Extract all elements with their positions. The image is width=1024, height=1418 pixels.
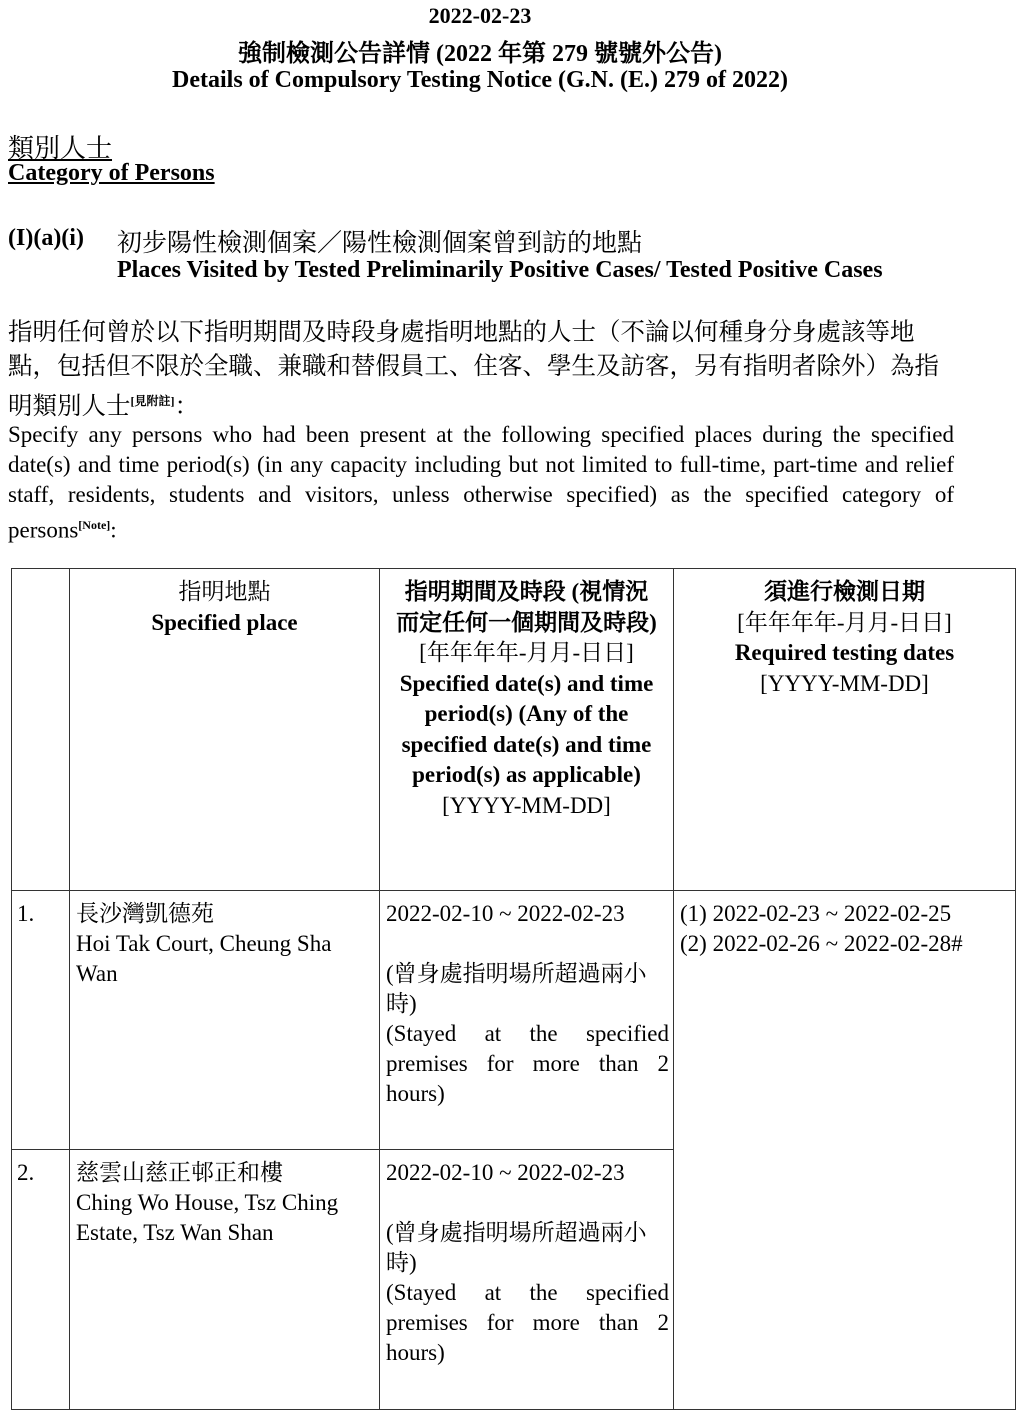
note-marker-chinese: [見附註] xyxy=(130,394,175,408)
required-date-1: (1) 2022-02-23 ~ 2022-02-25 xyxy=(680,901,952,926)
header-period-chinese: 指明期間及時段 (視情況而定任何一個期間及時段) xyxy=(396,579,657,635)
header-place-cell xyxy=(70,569,380,891)
header-period-format-chinese: [年年年年-月月-日日] xyxy=(419,640,634,665)
place-chinese: 慈雲山慈正邨正和樓 xyxy=(76,1160,283,1185)
period-note-chinese: (曾身處指明場所超過兩小時) xyxy=(386,961,647,1016)
header-period-cell xyxy=(380,569,674,891)
header-period-format-english: [YYYY-MM-DD] xyxy=(442,792,611,818)
places-table xyxy=(11,568,1016,1410)
period-note-english: (Stayed at the specified premises for more than 2 hours) xyxy=(386,1021,669,1106)
section-title-english: Places Visited by Tested Preliminarily Positive Cases/ Tested Positive Cases xyxy=(117,257,883,283)
period-note-chinese: (曾身處指明場所超過兩小時) xyxy=(386,1220,647,1275)
header-number-cell xyxy=(12,569,70,891)
section-title-chinese: 初步陽性檢測個案／陽性檢測個案曾到訪的地點 xyxy=(117,230,643,257)
intro-text-chinese: 指明任何曾於以下指明期間及時段身處指明地點的人士（不論以何種身分身處該等地點，包括但不限於全職、兼職和替假員工、住客、學生及訪客，另有指明者除外）為指明類別人士 xyxy=(8,319,939,421)
header-period-english: Specified date(s) and time period(s) (Any of the specified date(s) and time period(s) as applicable) xyxy=(399,670,654,787)
header-required-cell xyxy=(674,569,1016,891)
place-english: Ching Wo House, Tsz Ching Estate, Tsz Wan Shan xyxy=(76,1190,339,1245)
header-required-format-chinese: [年年年年-月月-日日] xyxy=(737,609,952,635)
place-chinese: 長沙灣凱德苑 xyxy=(76,901,214,926)
table-row xyxy=(12,891,1016,1150)
period-dates: 2022-02-10 ~ 2022-02-23 xyxy=(386,901,625,926)
category-heading-chinese: 類別人士 xyxy=(8,134,113,163)
section-number: (I)(a)(i) xyxy=(8,225,84,251)
document-date: 2022-02-23 xyxy=(428,3,532,28)
intro-paragraph-chinese xyxy=(8,316,958,424)
place-cell xyxy=(70,1150,380,1410)
title-english: Details of Compulsory Testing Notice (G.N. (E.) 279 of 2022) xyxy=(172,67,788,93)
period-dates: 2022-02-10 ~ 2022-02-23 xyxy=(386,1160,625,1185)
intro-text-english: Specify any persons who had been present at the following specified places during the specified date(s) and time period(s) (in any capacity including but not limited to full-time, part-time and relief staff, residents, students and visitors, unless otherwise specified) as the specified category of persons xyxy=(8,422,954,543)
title-chinese: 強制檢測公告詳情 (2022 年第 279 號號外公告) xyxy=(238,41,722,67)
header-place-english: Specified place xyxy=(151,609,298,635)
table-header-row xyxy=(12,569,1016,891)
header-place-chinese: 指明地點 xyxy=(178,579,271,604)
intro-end-chinese: ： xyxy=(174,393,199,421)
row-number: 2. xyxy=(12,1150,70,1410)
row-number: 1. xyxy=(12,891,70,1150)
note-marker-english: [Note] xyxy=(78,518,111,532)
header-required-format-english: [YYYY-MM-DD] xyxy=(760,670,929,696)
period-cell xyxy=(380,1150,674,1410)
place-english: Hoi Tak Court, Cheung Sha Wan xyxy=(76,931,332,986)
required-dates-cell xyxy=(674,891,1016,1410)
required-date-2: (2) 2022-02-26 ~ 2022-02-28# xyxy=(680,931,963,956)
period-note-english: (Stayed at the specified premises for more than 2 hours) xyxy=(386,1280,669,1365)
category-heading-english: Category of Persons xyxy=(8,160,215,186)
intro-paragraph-english xyxy=(8,420,954,546)
header-required-english: Required testing dates xyxy=(734,640,955,665)
place-cell xyxy=(70,891,380,1150)
header-required-chinese: 須進行檢測日期 xyxy=(764,579,925,604)
period-cell xyxy=(380,891,674,1150)
intro-end-english: : xyxy=(110,517,117,543)
